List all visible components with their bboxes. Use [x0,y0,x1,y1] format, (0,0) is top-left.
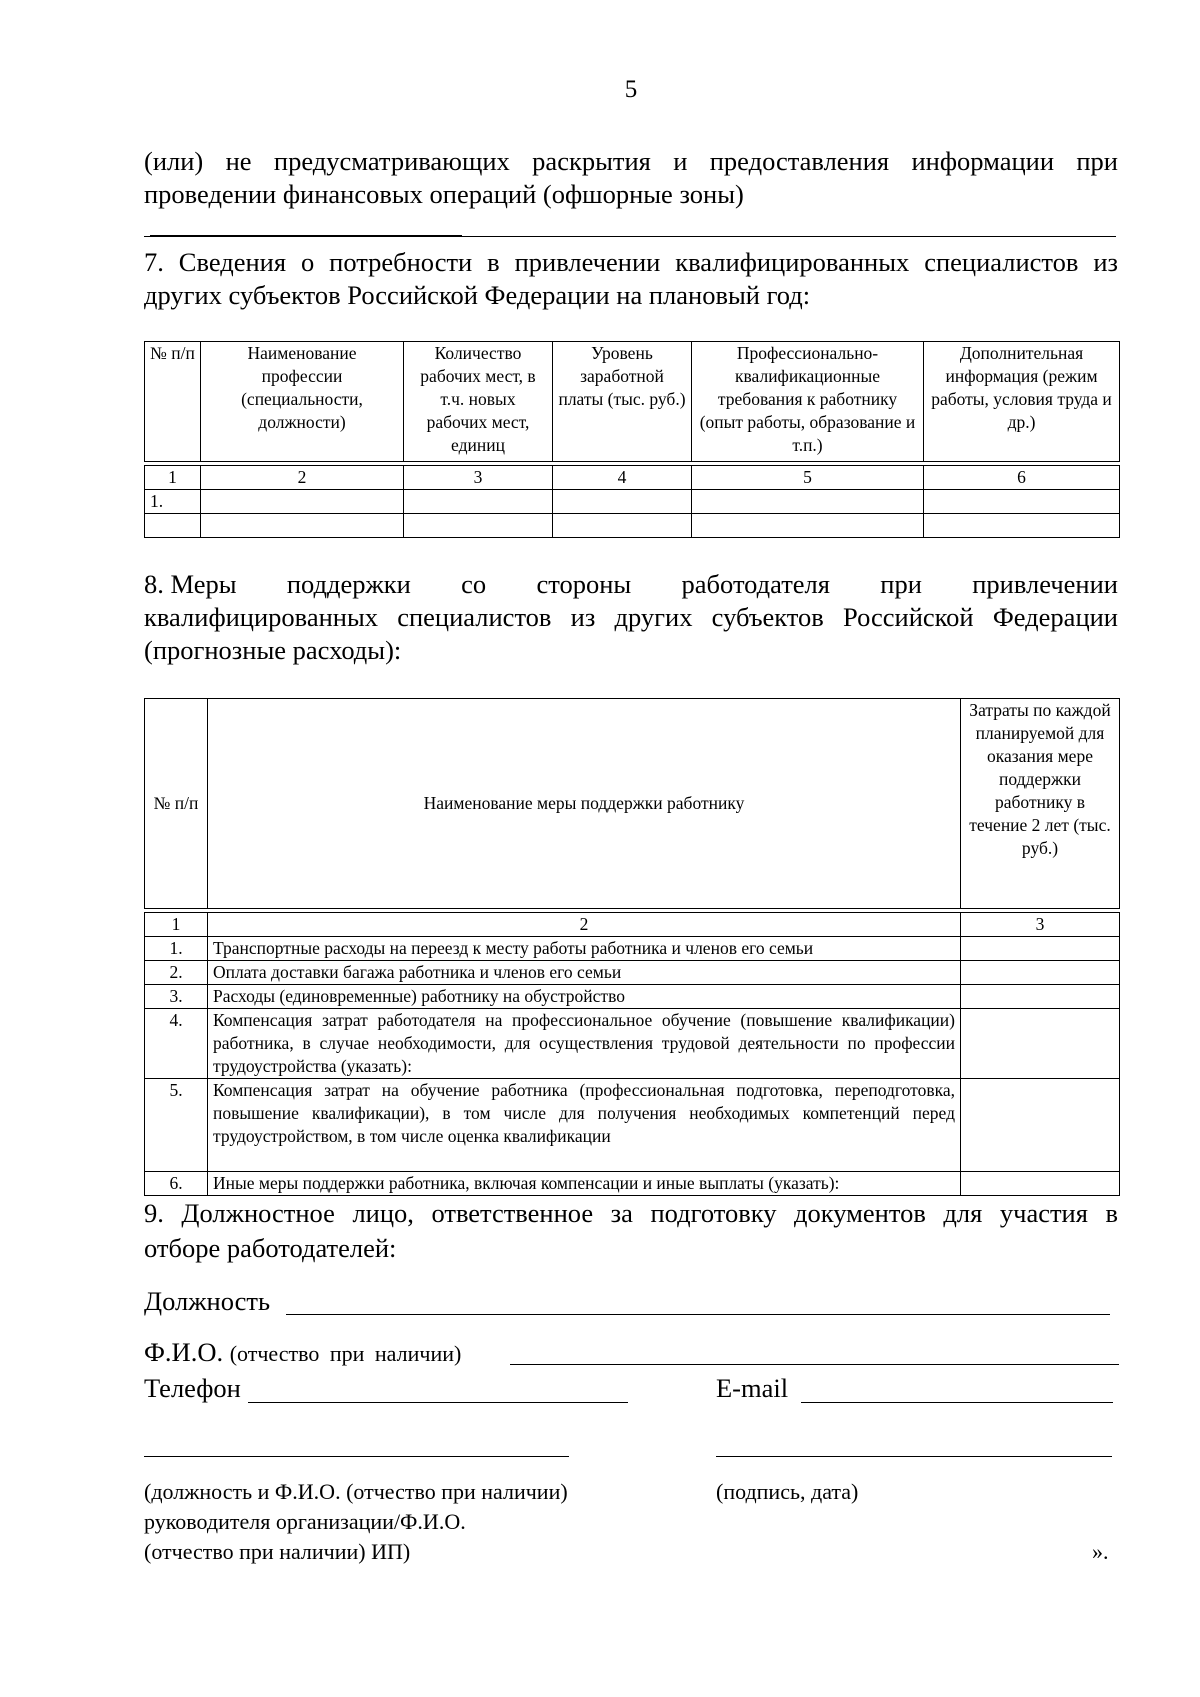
section7-heading-line-1: 7. Сведения о потребности в привлечении квалифицированных специалистов из [144,247,1118,277]
column-number: 1 [145,466,201,490]
measure-name: Транспортные расходы на переезд к месту работы работника и членов его семьи [208,937,961,961]
measure-name: Расходы (единовременные) работнику на обустройство [208,985,961,1009]
profession-cell[interactable] [201,490,404,514]
heading-word: при [880,569,922,599]
row-number: 1. [145,490,201,514]
offshore-zones-blank[interactable] [150,213,462,236]
cost-cell[interactable] [961,961,1120,985]
offshore-zones-blank-line-2[interactable] [144,236,1116,237]
row-number [145,514,201,538]
fio-field[interactable] [510,1364,1119,1365]
table-row [145,985,1120,1009]
header-profession: Наименование профессии (специальности, должности) [201,342,404,462]
cost-cell[interactable] [961,985,1120,1009]
heading-word: 8. Меры [144,569,237,599]
requirements-cell[interactable] [692,490,924,514]
header-number: № п/п [145,342,201,462]
cost-cell[interactable] [961,1079,1120,1172]
heading-word: со [461,569,487,599]
section8-heading-line-3: (прогнозные расходы): [144,635,402,665]
signature-date-line[interactable] [716,1456,1112,1457]
section9-heading-line-2: отборе работодателей: [144,1233,397,1263]
header-number: № п/п [145,699,208,909]
head-caption-line-2: руководителя организации/Ф.И.О. [144,1509,466,1534]
closing-quote: ». [1092,1539,1109,1564]
header-costs: Затраты по каждой планируемой для оказания мере поддержки работнику в течение 2 лет (тыс. руб.) [961,699,1120,909]
row-number: 2. [145,961,208,985]
measure-name: Оплата доставки багажа работника и членов его семьи [208,961,961,985]
row-number: 1. [145,937,208,961]
head-caption-line-1: (должность и Ф.И.О. (отчество при наличии) [144,1479,568,1504]
head-caption-line-3: (отчество при наличии) ИП) [144,1539,411,1564]
salary-cell[interactable] [553,490,692,514]
table-header-row [145,342,1120,462]
email-field[interactable] [801,1402,1113,1403]
table-row[interactable] [145,490,1120,514]
intro-line-2 [144,178,1044,244]
workplaces-cell[interactable] [404,490,553,514]
table-header-row [145,699,1120,909]
header-measure-name: Наименование меры поддержки работнику [208,699,961,909]
position-label: Должность [144,1286,271,1316]
table-number-row [145,466,1120,490]
specialists-need-table [144,341,1120,538]
table-number-row [145,913,1120,937]
additional-info-cell[interactable] [924,490,1120,514]
section8-heading-line-2: квалифицированных специалистов из других субъектов Российской Федерации [144,602,1118,632]
column-number: 2 [201,466,404,490]
column-number: 2 [208,913,961,937]
table-row [145,1172,1120,1196]
requirements-cell[interactable] [692,514,924,538]
phone-field[interactable] [248,1402,628,1403]
column-number: 3 [961,913,1120,937]
table-row [145,937,1120,961]
measure-name: Компенсация затрат на обучение работника (профессиональная подготовка, переподготовка, повышение квалификации), в том числе для получения необходимых компетенций перед трудоустройством, в том числе оценка квалификации [208,1079,961,1172]
position-field[interactable] [286,1314,1110,1315]
support-measures-table [144,698,1120,1196]
email-label: E-mail [716,1373,789,1403]
salary-cell[interactable] [553,514,692,538]
measure-name: Компенсация затрат работодателя на профессиональное обучение (повышение квалификации) работника, в случае необходимости, для осуществления трудовой деятельности по профессии трудоустройства (указать): [208,1009,961,1079]
profession-cell[interactable] [201,514,404,538]
table-row [145,1009,1120,1079]
cost-cell[interactable] [961,1009,1120,1079]
column-number: 1 [145,913,208,937]
cost-cell[interactable] [961,1172,1120,1196]
intro-line-2-text: проведении финансовых операций (офшорные зоны) [144,179,744,209]
workplaces-cell[interactable] [404,514,553,538]
additional-info-cell[interactable] [924,514,1120,538]
heading-word: поддержки [286,569,411,599]
row-number: 4. [145,1009,208,1079]
row-number: 3. [145,985,208,1009]
heading-word: привлечении [972,569,1118,599]
section9-heading-line-1: 9. Должностное лицо, ответственное за подготовку документов для участия в [144,1198,1118,1228]
signature-caption: (подпись, дата) [716,1479,859,1504]
column-number: 5 [692,466,924,490]
table-row [145,1079,1120,1172]
head-name-line[interactable] [144,1456,569,1457]
fio-note: (отчество при наличии) [229,1341,462,1366]
header-requirements: Профессионально-квалификационные требования к работнику (опыт работы, образование и т.п.) [692,342,924,462]
intro-line-1: (или) не предусматривающих раскрытия и предоставления информации при [144,146,1118,176]
column-number: 4 [553,466,692,490]
heading-word: стороны [536,569,632,599]
heading-word: работодателя [681,569,830,599]
row-number: 6. [145,1172,208,1196]
column-number: 6 [924,466,1120,490]
fio-label [144,1337,461,1368]
fio-label-text: Ф.И.О. [144,1337,224,1367]
section7-heading-line-2: других субъектов Российской Федерации на плановый год: [144,280,811,310]
table-row [145,961,1120,985]
header-additional-info: Дополнительная информация (режим работы, условия труда и др.) [924,342,1120,462]
column-number: 3 [404,466,553,490]
table-row[interactable] [145,514,1120,538]
phone-label: Телефон [144,1373,241,1403]
row-number: 5. [145,1079,208,1172]
section8-heading-line-1 [144,568,1118,601]
header-workplaces: Количество рабочих мест, в т.ч. новых рабочих мест, единиц [404,342,553,462]
cost-cell[interactable] [961,937,1120,961]
measure-name: Иные меры поддержки работника, включая компенсации и иные выплаты (указать): [208,1172,961,1196]
header-salary: Уровень заработной платы (тыс. руб.) [553,342,692,462]
page-number: 5 [624,76,638,103]
